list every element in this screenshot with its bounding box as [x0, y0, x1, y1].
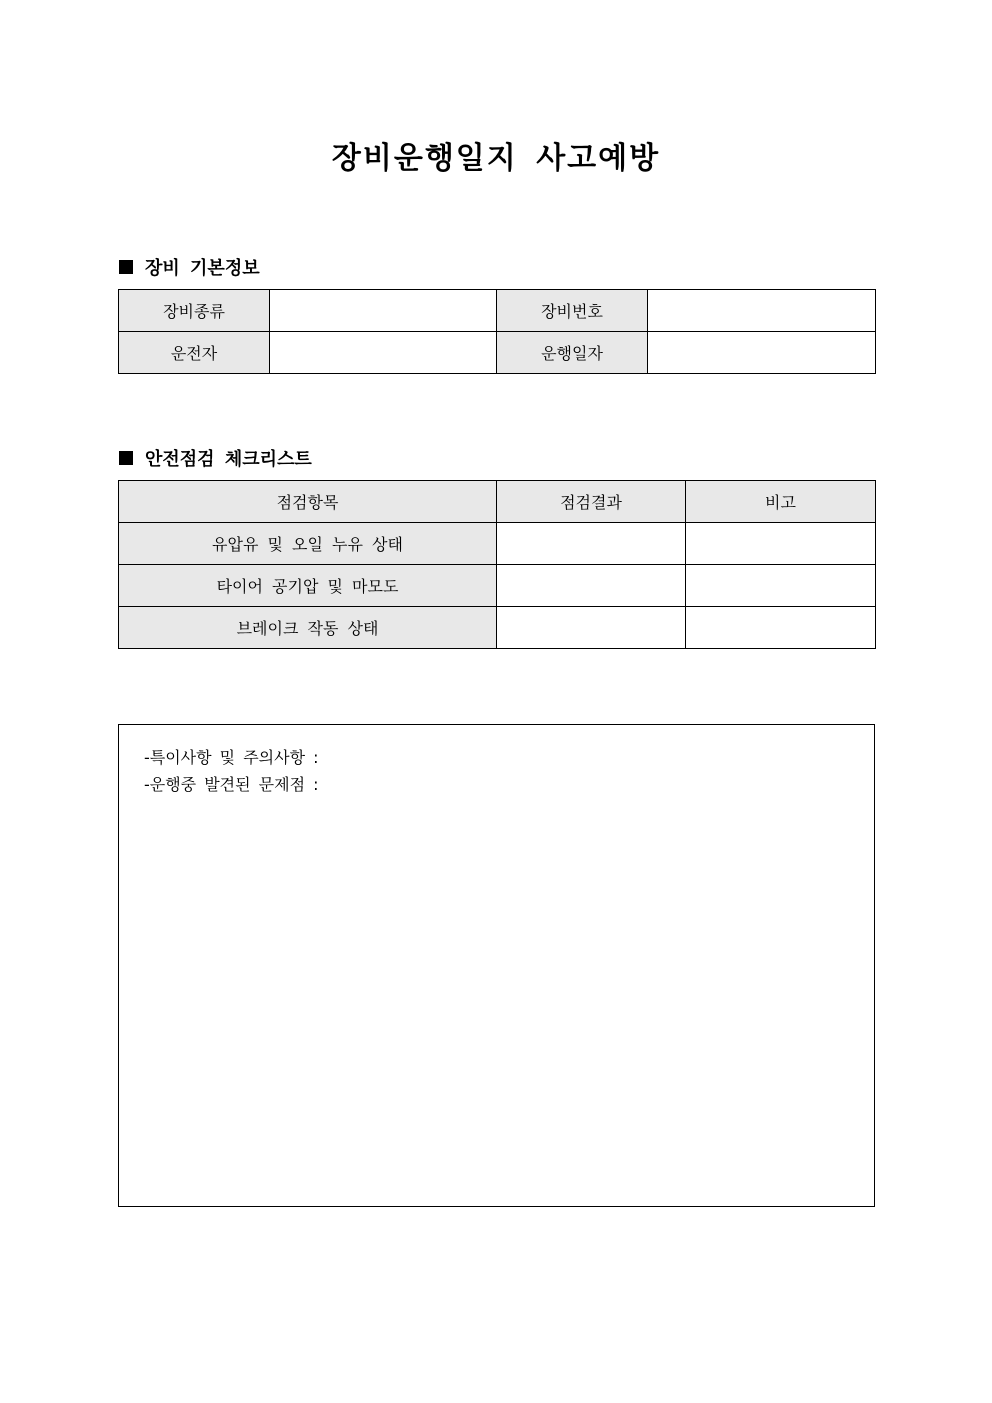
- check-note-field[interactable]: [686, 607, 876, 649]
- page-title: 장비운행일지 사고예방: [331, 141, 661, 176]
- check-result-field[interactable]: [497, 523, 686, 565]
- basic-info-heading-text: 장비 기본정보: [145, 258, 260, 279]
- special-notes-label: -특이사항 및 주의사항 :: [144, 748, 319, 767]
- table-row: [119, 290, 876, 332]
- check-result-field[interactable]: [497, 607, 686, 649]
- check-note-field[interactable]: [686, 565, 876, 607]
- table-row: [119, 332, 876, 374]
- check-note-field[interactable]: [686, 523, 876, 565]
- issues-found-label: -운행중 발견된 문제점 :: [144, 775, 319, 794]
- checklist-table: [118, 480, 876, 649]
- check-item: 타이어 공기압 및 마모도: [119, 565, 497, 607]
- operation-date-field[interactable]: [648, 332, 876, 374]
- check-result-field[interactable]: [497, 565, 686, 607]
- table-row: [119, 607, 876, 649]
- driver-label: 운전자: [119, 332, 270, 374]
- basic-info-heading: [119, 254, 260, 280]
- equipment-number-label: 장비번호: [497, 290, 648, 332]
- check-item: 유압유 및 오일 누유 상태: [119, 523, 497, 565]
- column-header-item: 점검항목: [119, 481, 497, 523]
- bullet-square-icon: [119, 260, 133, 274]
- column-header-note: 비고: [686, 481, 876, 523]
- table-row: [119, 523, 876, 565]
- notes-box[interactable]: [118, 724, 875, 1207]
- operation-date-label: 운행일자: [497, 332, 648, 374]
- checklist-heading: [119, 445, 312, 471]
- column-header-result: 점검결과: [497, 481, 686, 523]
- checklist-heading-text: 안전점검 체크리스트: [145, 449, 312, 470]
- check-item: 브레이크 작동 상태: [119, 607, 497, 649]
- driver-field[interactable]: [270, 332, 497, 374]
- table-row: [119, 565, 876, 607]
- bullet-square-icon: [119, 451, 133, 465]
- equipment-type-label: 장비종류: [119, 290, 270, 332]
- equipment-number-field[interactable]: [648, 290, 876, 332]
- table-header-row: [119, 481, 876, 523]
- basic-info-table: [118, 289, 876, 374]
- equipment-type-field[interactable]: [270, 290, 497, 332]
